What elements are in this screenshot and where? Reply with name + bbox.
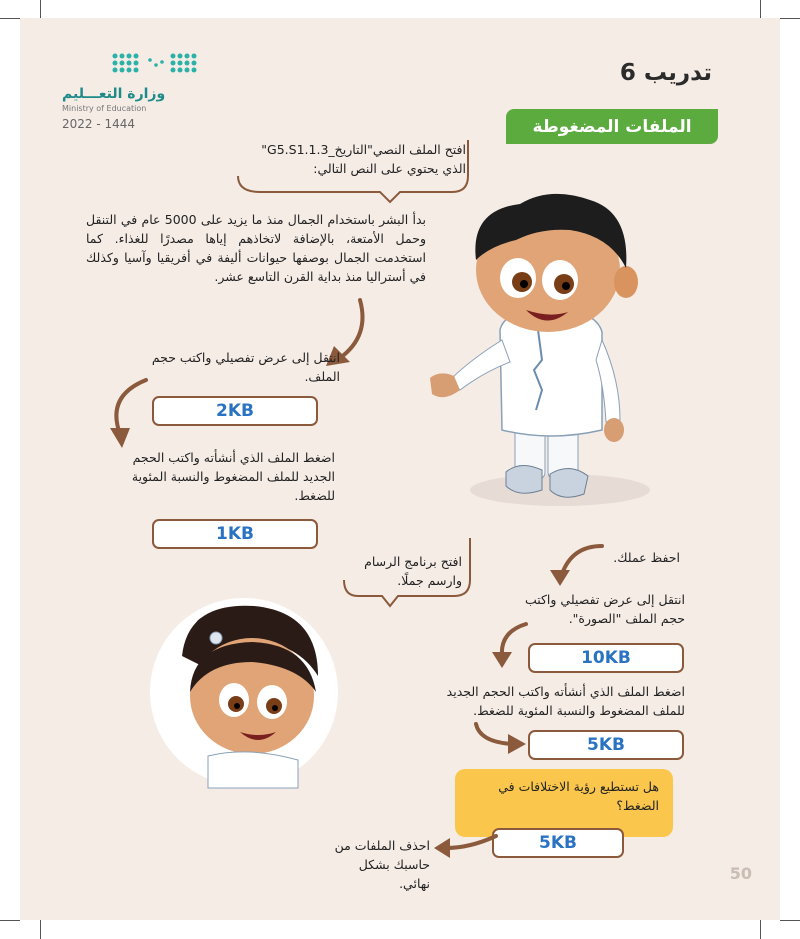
sample-text: بدأ البشر باستخدام الجمال منذ ما يزيد على 5000 عام في التنقل وحمل الأمتعة، بالإضافة لاتخاذهم إياها مصدرًا للغذاء. كما استخدمت الجمال بوصفها حيوانات أليفة في أفريقيا وآسيا وكذلك في أستراليا منذ بداية القرن التاسع عشر. xyxy=(86,212,426,284)
crop-mark xyxy=(760,0,761,18)
instruction-delete-files: احذف الملفات من حاسبك بشكل نهائي. xyxy=(334,838,430,891)
answer-box-final[interactable]: 5KB xyxy=(492,828,624,858)
step-view-details: انتقل إلى عرض تفصيلي واكتب حجم الملف. xyxy=(151,350,340,384)
crop-mark xyxy=(780,920,800,921)
crop-mark xyxy=(40,920,41,939)
answer-box-compressed-size[interactable]: 1KB xyxy=(152,519,318,549)
curved-arrow-icon xyxy=(490,620,530,670)
ministry-name-english: Ministry of Education xyxy=(62,104,147,113)
girl-character-illustration xyxy=(148,596,340,788)
instruction-open-file: افتح الملف النصي"التاريخ_G5.S1.1.3" الذي يحتوي على النص التالي: xyxy=(261,142,466,176)
crop-mark xyxy=(780,18,800,19)
ministry-name-arabic: وزارة التعـــليم xyxy=(62,86,166,102)
page-number: 50 xyxy=(729,864,752,883)
curved-arrow-icon xyxy=(472,720,532,760)
arrow-left-icon xyxy=(430,826,500,856)
step-save-work: احفظ عملك. xyxy=(613,550,680,565)
crop-mark xyxy=(0,18,20,19)
step-compress-image: اضغط الملف الذي أنشأته واكتب الحجم الجديد للملف المضغوط والنسبة المئوية للضغط. xyxy=(446,684,685,718)
instruction-open-paint: افتح برنامج الرسام وارسم جملًا. xyxy=(364,554,462,588)
section-banner: الملفات المضغوطة xyxy=(506,109,718,144)
page-title: تدريب 6 xyxy=(619,60,712,86)
crop-mark xyxy=(40,0,41,18)
answer-box-compressed-image-size[interactable]: 5KB xyxy=(528,730,684,760)
curved-arrow-icon xyxy=(546,540,606,590)
answer-box-file-size[interactable]: 2KB xyxy=(152,396,318,426)
crop-mark xyxy=(760,920,761,939)
ministry-logo-icon xyxy=(95,50,205,78)
answer-box-image-size[interactable]: 10KB xyxy=(528,643,684,673)
ministry-year: 2022 - 1444 xyxy=(62,117,136,131)
step-view-image-details: انتقل إلى عرض تفصيلي واكتب حجم الملف "الصورة". xyxy=(524,592,685,626)
crop-mark xyxy=(0,920,20,921)
curved-arrow-icon xyxy=(100,376,160,456)
boy-character-illustration xyxy=(420,190,680,520)
question-box: هل تستطيع رؤية الاختلافات في الضغط؟ xyxy=(455,769,673,837)
step-compress-file: اضغط الملف الذي أنشأته واكتب الحجم الجديد للملف المضغوط والنسبة المئوية للضغط. xyxy=(131,450,335,503)
